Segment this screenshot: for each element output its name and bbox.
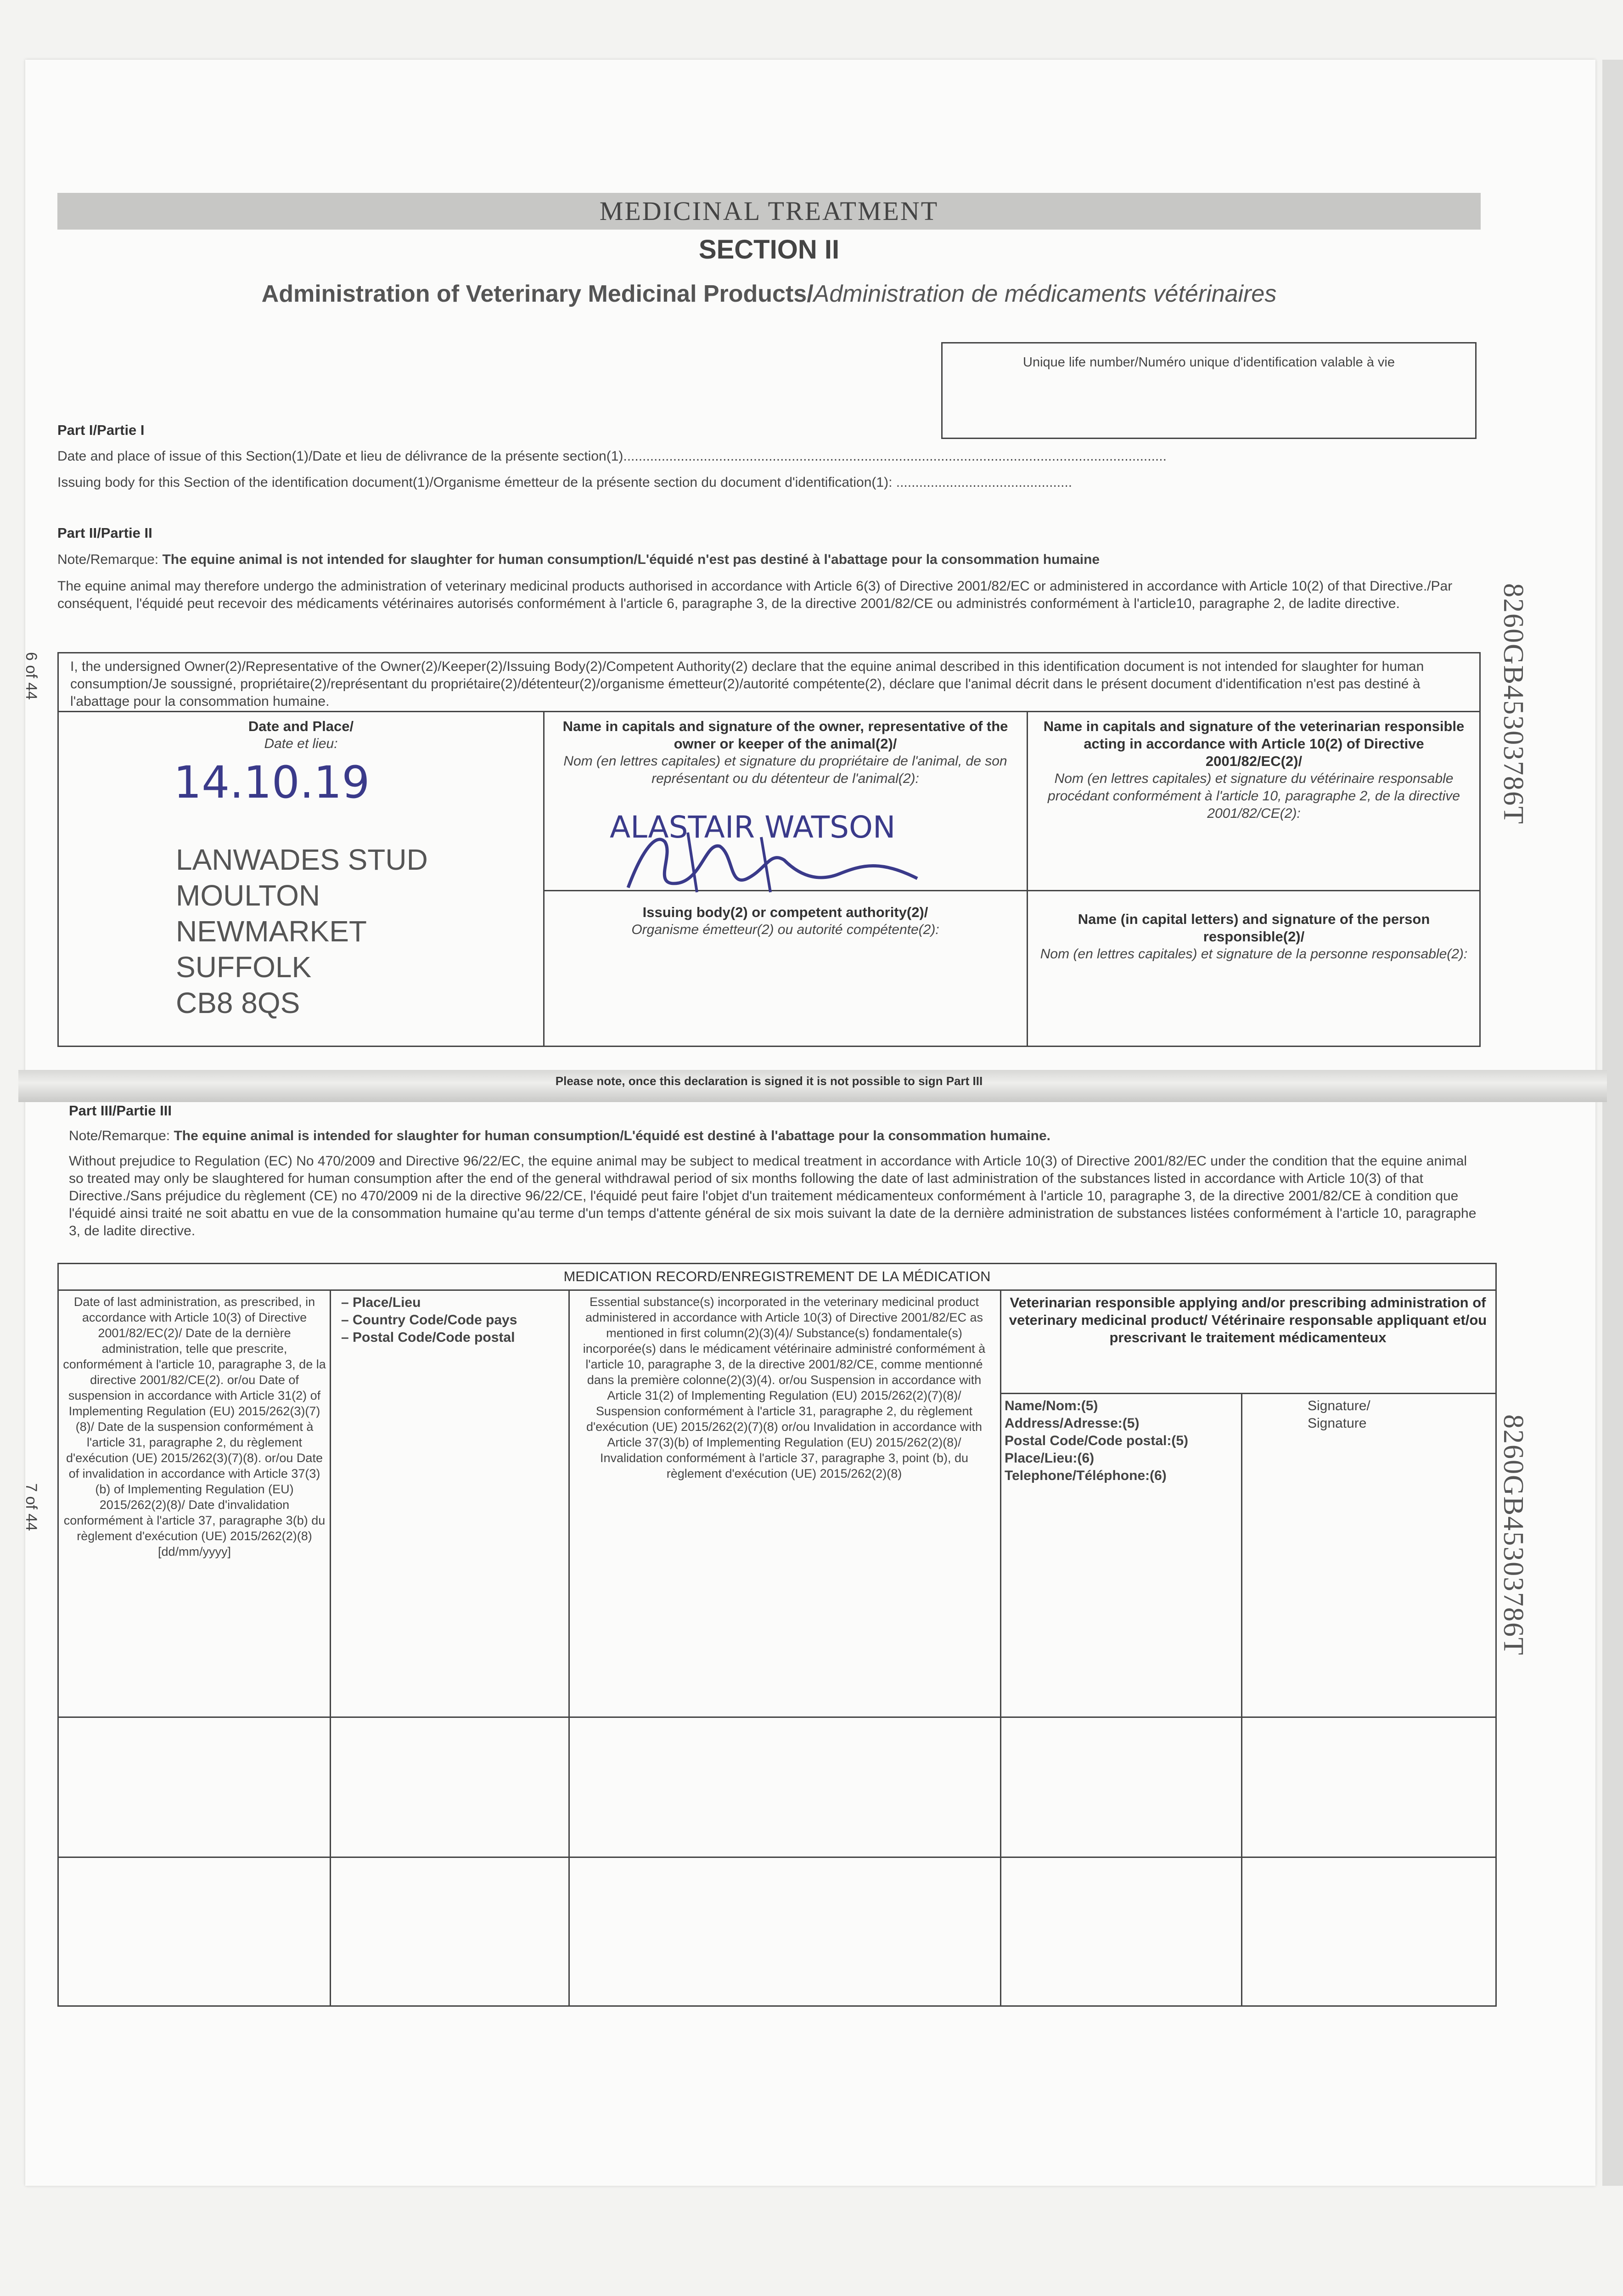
issuing-body-label-fr: Organisme émetteur(2) ou autorité compétente(2): xyxy=(631,922,939,937)
issuing-body-label: Issuing body(2) or competent authority(2)/ xyxy=(642,904,928,920)
record-row-2-date[interactable] xyxy=(59,1858,330,2005)
part1-line1: Date and place of issue of this Section(1)/Date et lieu de délivrance de la présente section(1).............................................................................................................................................. xyxy=(57,449,1167,464)
record-row-1-date[interactable] xyxy=(59,1718,330,1856)
part2-note-text: The equine animal is not intended for slaughter for human consumption/L'équidé n'est pas destiné à l'abattage pour la consommation humaine xyxy=(162,552,1100,567)
section-subtitle xyxy=(57,280,1481,308)
owner-signature-header xyxy=(552,718,1018,788)
vet-signature-label: Name in capitals and signature of the veterinarian responsible acting in accordance with Article 10(2) of Directive 2001/82/EC(2)/ xyxy=(1043,718,1465,769)
part1-title: Part I/Partie I xyxy=(57,422,145,438)
vet-details-labels: Name/Nom:(5) Address/Adresse:(5) Postal Code/Code postal:(5) Place/Lieu:(6) Telephone/Téléphone:(6) xyxy=(1005,1398,1189,1483)
part2-title: Part II/Partie II xyxy=(57,525,152,541)
unique-life-number-box[interactable] xyxy=(941,342,1477,439)
part2-note xyxy=(57,551,1481,568)
page-edge xyxy=(1602,60,1623,2186)
part3-title: Part III/Partie III xyxy=(69,1103,172,1119)
stamp-line: SUFFOLK xyxy=(176,951,312,984)
place-column-header: – Place/Lieu – Country Code/Code pays – Postal Code/Code postal xyxy=(341,1295,517,1345)
page-number-upper: 6 of 44 xyxy=(22,652,40,700)
divider xyxy=(1027,711,1028,1047)
date-place-header xyxy=(59,718,543,753)
vet-signature-label-fr: Nom (en lettres capitales) et signature du vétérinaire responsable procédant conformément à l'article 10, paragraphe 2, de la directive 2001/82/CE(2): xyxy=(1048,771,1460,821)
declaration-text: I, the undersigned Owner(2)/Representative of the Owner(2)/Keeper(2)/Issuing Body(2)/Competent Authority(2) declare that the equine animal described in this identification document is not intended for slaughter for human consumption/Je soussigné, propriétaire(2)/représentant du propriétaire(2)/détenteur(2)/organisme émetteur(2)/autorité compétente(2), déclare que l'animal décrit dans le présent document d'identification n'est pas destiné à l'abattage pour la consommation humaine. xyxy=(70,659,1424,709)
part3-warning: Please note, once this declaration is signed it is not possible to sign Part III xyxy=(555,1074,983,1088)
banner-title: MEDICINAL TREATMENT xyxy=(57,193,1481,230)
vet-signature-header xyxy=(1036,718,1472,822)
part3-note-label: Note/Remarque: xyxy=(69,1128,170,1143)
vet-signature-label: Signature/ Signature xyxy=(1308,1398,1370,1431)
handwritten-owner-name: ALASTAIR WATSON xyxy=(610,810,896,845)
record-row-1-substance[interactable] xyxy=(570,1718,1000,1856)
stamp-line: LANWADES STUD xyxy=(176,843,428,876)
section-title: SECTION II xyxy=(698,235,840,264)
substance-column-header: Essential substance(s) incorporated in the veterinary medicinal product administered in accordance with Article 10(3) of Directive 2001/82/EC as mentioned in first column(2)(3)(4)/ Substance(s) fondamentale(s) incorporée(s) dans le médicament vétérinaire administré conformément à l'article 10, paragraphe 3, de la directive 2001/82/CE, comme mentionné dans la première colonne(2)(3)(4). or/ou Suspension in accordance with Article 31(2) of Implementing Regulation (EU) 2015/262(2)(7)(8)/ Suspension conformément à l'article 31, paragraphe 2, du règlement d'exécution (UE) 2015/262(2)(7)(8) or/ou Invalidation in accordance with Article 37(3)(b) of Implementing Regulation (EU) 2015/262(2)(8)/ Invalidation conformément à l'article 37, paragraphe 3, point (b), du règlement d'exécution (UE) 2015/262(2)(8) xyxy=(583,1295,986,1480)
document-code-lower: 8260GB45303786T xyxy=(1498,1414,1529,1656)
record-row-2-place[interactable] xyxy=(331,1858,568,2005)
record-row-2-signature[interactable] xyxy=(1242,1858,1495,2005)
part2-note-label: Note/Remarque: xyxy=(57,552,159,567)
handwritten-date: 14.10.19 xyxy=(174,757,370,808)
owner-signature-label: Name in capitals and signature of the owner, representative of the owner or keeper of the animal(2)/ xyxy=(562,718,1008,752)
responsible-person-label-fr: Nom (en lettres capitales) et signature de la personne responsable(2): xyxy=(1040,946,1468,962)
part1-line2: Issuing body for this Section of the identification document(1)/Organisme émetteur de la présente section du document d'identification(1): .............................................. xyxy=(57,475,1073,490)
medication-record-title: MEDICATION RECORD/ENREGISTREMENT DE LA MÉDICATION xyxy=(563,1268,991,1284)
record-row-1-signature[interactable] xyxy=(1242,1718,1495,1856)
date-place-label: Date and Place/ xyxy=(248,718,354,734)
uln-label: Unique life number/Numéro unique d'identification valable à vie xyxy=(1023,355,1395,370)
subtitle-fr: Administration de médicaments vétérinaires xyxy=(813,281,1277,307)
part3-paragraph: Without prejudice to Regulation (EC) No 470/2009 and Directive 96/22/EC, the equine animal may be subject to medical treatment in accordance with Article 10(3) of Directive 2001/82/EC under the condition that the equine animal so treated may only be slaughtered for human consumption after the end of the general withdrawal period of six months following the date of last administration of the substances listed in accordance with Article 10(3) of that Directive./Sans préjudice du règlement (CE) no 470/2009 ni de la directive 96/22/CE, l'équidé peut faire l'objet d'un traitement médicamenteux conformément à l'article 10, paragraphe 3, de la directive 2001/82/CE à condition que l'équidé ainsi traité ne soit abattu en vue de la consommation humaine qu'au terme d'un temps d'attente général de six mois suivant la date de la dernière administration de substances listées conformément à l'article 10, paragraphe 3, de ladite directive. xyxy=(69,1154,1477,1238)
divider xyxy=(59,711,1479,712)
issuing-body-header xyxy=(552,904,1018,939)
document-code-upper: 8260GB45303786T xyxy=(1498,583,1529,825)
subtitle-en: Administration of Veterinary Medicinal Products/ xyxy=(261,281,814,307)
divider xyxy=(1000,1393,1495,1394)
page-number-lower: 7 of 44 xyxy=(22,1483,40,1531)
date-place-label-fr: Date et lieu: xyxy=(264,736,338,751)
veterinarian-column-header: Veterinarian responsible applying and/or prescribing administration of veterinary medicinal product/ Vétérinaire responsable appliquant et/ou prescrivant le traitement médicamenteux xyxy=(1009,1294,1487,1345)
medication-record-table xyxy=(57,1263,1497,2007)
record-row-1-place[interactable] xyxy=(331,1718,568,1856)
divider xyxy=(543,711,545,1047)
part3-note xyxy=(69,1127,1483,1145)
part2-paragraph: The equine animal may therefore undergo the administration of veterinary medicinal products authorised in accordance with Article 6(3) of Directive 2001/82/EC or administered in accordance with Article 10(2) of that Directive./Par conséquent, l'équidé peut recevoir des médicaments vétérinaires autorisés conformément à l'article 6, paragraphe 3, de la directive 2001/82/CE ou administrés conformément à l'article10, paragraphe 2, de ladite directive. xyxy=(57,579,1453,611)
responsible-person-label: Name (in capital letters) and signature of the person responsible(2)/ xyxy=(1078,911,1430,945)
owner-signature xyxy=(623,823,945,897)
responsible-person-header xyxy=(1036,911,1472,963)
date-column-header: Date of last administration, as prescribed, in accordance with Article 10(3) of Directive 2001/82/EC(2)/ Date de la dernière administration, telle que prescrite, conformément à l'article 10, paragraphe 3, de la directive 2001/82/CE(2). or/ou Date of suspension in accordance with Article 31(2) of Implementing Regulation (EU) 2015/262(3)(7)(8)/ Date de la suspension conformément à l'article 31, paragraphe 2, du règlement d'exécution (UE) 2015/262(3)(7)(8). or/ou Date of invalidation in accordance with Article 37(3)(b) of Implementing Regulation (EU) 2015/262(2)(8)/ Date d'invalidation conformément à l'article 37, paragraphe 3(b) du règlement d'exécution (UE) 2015/262(2)(8) [dd/mm/yyyy] xyxy=(63,1295,326,1559)
stamp-line: CB8 8QS xyxy=(176,986,300,1019)
stamp-line: NEWMARKET xyxy=(176,915,367,948)
stamp-line: MOULTON xyxy=(176,879,320,912)
record-row-2-vet[interactable] xyxy=(1001,1858,1241,2005)
declaration-table xyxy=(57,652,1481,1047)
divider xyxy=(59,1289,1495,1291)
address-stamp xyxy=(176,842,428,1021)
owner-signature-label-fr: Nom (en lettres capitales) et signature du propriétaire de l'animal, de son représentant ou du détenteur de l'animal(2): xyxy=(563,754,1007,786)
record-row-2-substance[interactable] xyxy=(570,1858,1000,2005)
part3-note-text: The equine animal is intended for slaughter for human consumption/L'équidé est destiné à l'abattage pour la consommation humaine. xyxy=(174,1128,1050,1143)
record-row-1-vet[interactable] xyxy=(1001,1718,1241,1856)
